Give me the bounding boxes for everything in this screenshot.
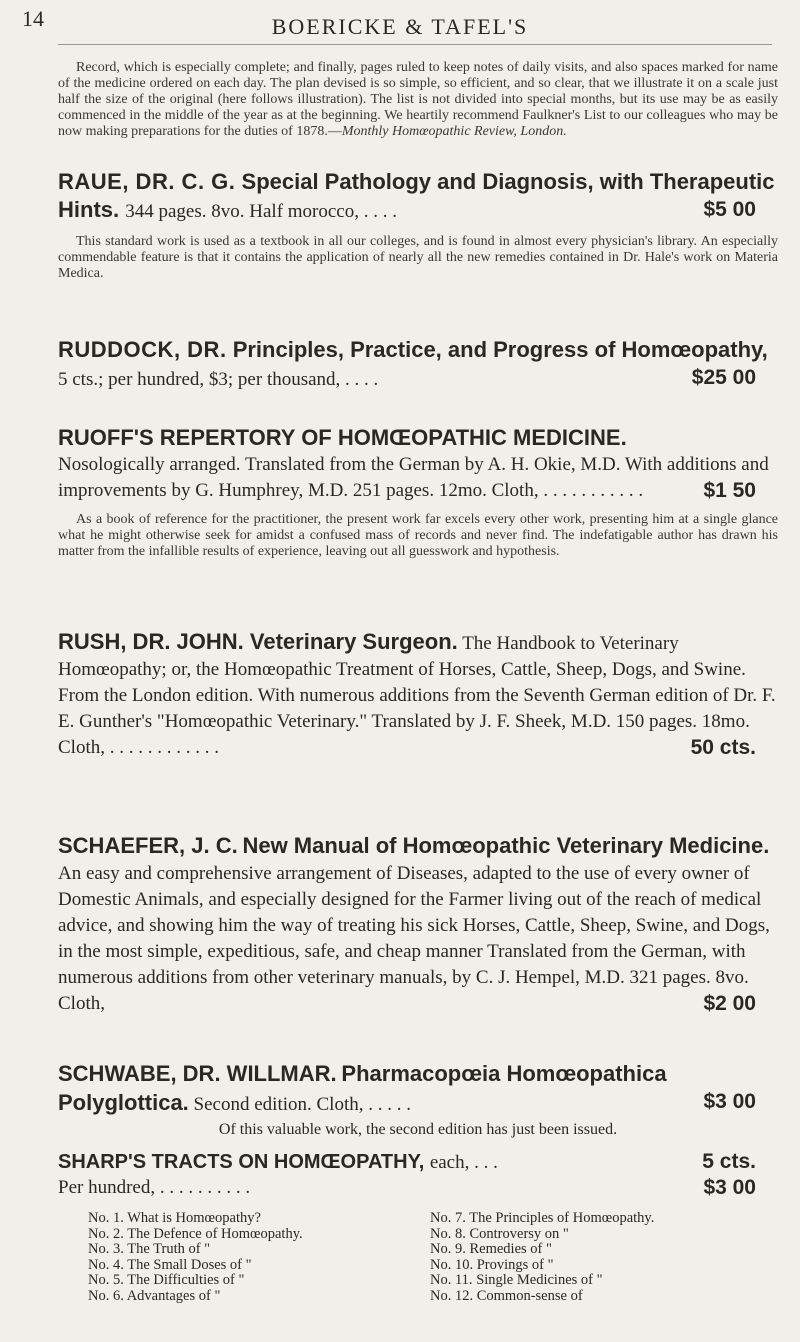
entry-raue-heading — [58, 168, 778, 226]
tract-item: No. 6. Advantages of " — [88, 1287, 221, 1304]
entry-ruddock-price: $25 00 — [691, 366, 756, 389]
tract-item: No. 4. The Small Doses of " — [88, 1256, 252, 1273]
entry-ruoff-details — [58, 452, 778, 504]
entry-ruoff-heading: RUOFF'S REPERTORY OF HOMŒOPATHIC MEDICINE. — [58, 425, 627, 450]
entry-raue-description: This standard work is used as a textbook in all our colleges, and is found in almost every physician's library. An especially commendable feature is that it contains the application of nearly all the new remedies contained in Dr. Hale's work on Materia Medica. — [58, 234, 778, 281]
tract-item: No. 10. Provings of " — [430, 1256, 554, 1273]
entry-ruoff-price: $1 50 — [703, 479, 756, 502]
entry-sharp-price-2: $3 00 — [703, 1176, 756, 1199]
entry-schaefer-price: $2 00 — [703, 992, 756, 1015]
header-rule — [58, 44, 772, 45]
entry-raue-title: Special Pathology and Diagnosis, with Therapeutic Hints. — [58, 169, 775, 222]
entry-ruddock-author: RUDDOCK, DR. — [58, 337, 227, 362]
intro-text: Record, which is especially complete; and finally, pages ruled to keep notes of daily visits, and also spaces marked for name of the medicine ordered on each day. The plan devised is so simple, so efficient, and so clear, that we illustrate it on a scale just half the size of the original (here follows illustration). The list is not divided into special months, but its use may be as easily commenced in the middle of the year as at the beginning. We heartily recommend Faulkner's List to our colleagues who may be now making preparations for the duties of 1878. — [58, 60, 778, 139]
tracts-left-column — [88, 1211, 428, 1304]
tract-item: No. 11. Single Medicines of " — [430, 1272, 603, 1288]
entry-ruoff — [58, 424, 778, 560]
entry-rush-details: The Handbook to Veterinary Homœopathy; or, the Homœopathic Treatment of Horses, Cattle, Sheep, Dogs, and Swine. From the London edition. With numerous additions from the Seventh German edition of Dr. F. E. Gunther's "Homœopathic Veterinary." Translated by J. F. Sheek, M.D. 150 pages. 18mo. Cloth, . . . . . . . . . . . . — [58, 633, 776, 758]
entry-schaefer-author: SCHAEFER, J. C. — [58, 833, 238, 858]
entry-sharp-price: 5 cts. — [702, 1150, 756, 1173]
entry-rush-body — [58, 628, 778, 761]
entry-rush — [58, 628, 778, 761]
entry-raue — [58, 168, 778, 282]
running-head: BOERICKE & TAFEL'S — [271, 14, 529, 39]
entry-sharp-heading — [58, 1148, 778, 1177]
entry-sharp-details-2: Per hundred, . . . . . . . . . . — [58, 1177, 251, 1198]
entry-schwabe-title: Pharmacopœia Homœopathica Polyglottica. — [58, 1061, 667, 1115]
tract-item: No. 2. The Defence of Homœopathy. — [88, 1225, 303, 1242]
entry-schaefer-title: New Manual of Homœopathic Veterinary Medicine. — [242, 833, 770, 858]
tract-item: No. 1. What is Homœopathy? — [88, 1210, 261, 1226]
entry-raue-author: RAUE, DR. C. G. — [58, 169, 236, 194]
entry-schaefer-details: An easy and comprehensive arrangement of Diseases, adapted to the use of every owner of Domestic Animals, and especially designed for the Farmer living out of the reach of medical advice, and showing him the way of treating his sick Horses, Cattle, Sheep, Swine, and Dogs, in the most simple, expeditious, safe, and cheap manner Translated from the German, with numerous additions from other veterinary manuals, by C. J. Hempel, M.D. 321 pages. 8vo. Cloth, — [58, 863, 770, 1014]
entry-rush-price: 50 cts. — [690, 736, 756, 759]
tract-item: No. 12. Common-sense of — [430, 1287, 583, 1304]
entry-ruddock-heading — [58, 336, 778, 394]
entry-rush-author: RUSH, DR. JOHN. Veterinary Surgeon. — [58, 629, 458, 654]
entry-schwabe-author: SCHWABE, DR. WILLMAR. — [58, 1061, 337, 1086]
tract-item: No. 9. Remedies of " — [430, 1241, 552, 1257]
entry-ruddock — [58, 336, 778, 394]
tract-item: No. 3. The Truth of " — [88, 1241, 211, 1257]
tracts-right-column — [430, 1211, 770, 1304]
entry-sharp-hundred — [58, 1177, 778, 1199]
tract-item: No. 7. The Principles of Homœopathy. — [430, 1210, 655, 1226]
intro-paragraph: Record, which is especially complete; and finally, pages ruled to keep notes of daily visits, and also spaces marked for name of the medicine ordered on each day. The plan devised is so simple, so efficient, and so clear, that we illustrate it on a scale just half the size of the original (here follows illustration). The list is not divided into special months, but its use may be as easily commenced in the middle of the year as at the beginning. We heartily recommend Faulkner's List to our colleagues who may be now making preparations for the duties of 1878.—Monthly Homœopathic Review, London. — [58, 60, 778, 139]
entry-schwabe — [58, 1060, 778, 1138]
entry-sharp-details: each, . . . — [429, 1152, 498, 1173]
page-number: 14 — [22, 6, 44, 31]
entry-schwabe-details: Second edition. Cloth, . . . . . — [193, 1094, 411, 1115]
entry-raue-price: $5 00 — [703, 198, 756, 221]
entry-schwabe-price: $3 00 — [703, 1090, 756, 1113]
entry-raue-details: 344 pages. 8vo. Half morocco, . . . . — [125, 201, 397, 222]
entry-schwabe-note: Of this valuable work, the second edition has just been issued. — [218, 1121, 618, 1138]
entry-sharp — [58, 1148, 778, 1199]
entry-ruoff-details-text: Nosologically arranged. Translated from the German by A. H. Okie, M.D. With additions and improvements by G. Humphrey, M.D. 251 pages. 12mo. Cloth, . . . . . . . . . . . — [58, 454, 769, 501]
intro-source: Monthly Homœopathic Review, London. — [341, 124, 567, 139]
entry-sharp-author: SHARP'S TRACTS ON HOMŒOPATHY, — [58, 1151, 425, 1173]
entry-schaefer-body — [58, 832, 778, 1017]
entry-ruoff-description: As a book of reference for the practitioner, the present work far excels every other work, presenting him at a single glance what he might otherwise seek for amidst a confused mass of records and never find. The indefatigable author has drawn his matter from the infallible results of experience, leaving out all guesswork and hypothesis. — [58, 512, 778, 559]
tract-item: No. 5. The Difficulties of " — [88, 1272, 245, 1288]
tract-item: No. 8. Controversy on " — [430, 1225, 569, 1242]
entry-ruddock-details: 5 cts.; per hundred, $3; per thousand, . . . . — [58, 369, 379, 390]
entry-ruddock-title: Principles, Practice, and Progress of Homœopathy, — [232, 337, 768, 362]
entry-schaefer — [58, 832, 778, 1017]
entry-schwabe-body — [58, 1060, 778, 1118]
